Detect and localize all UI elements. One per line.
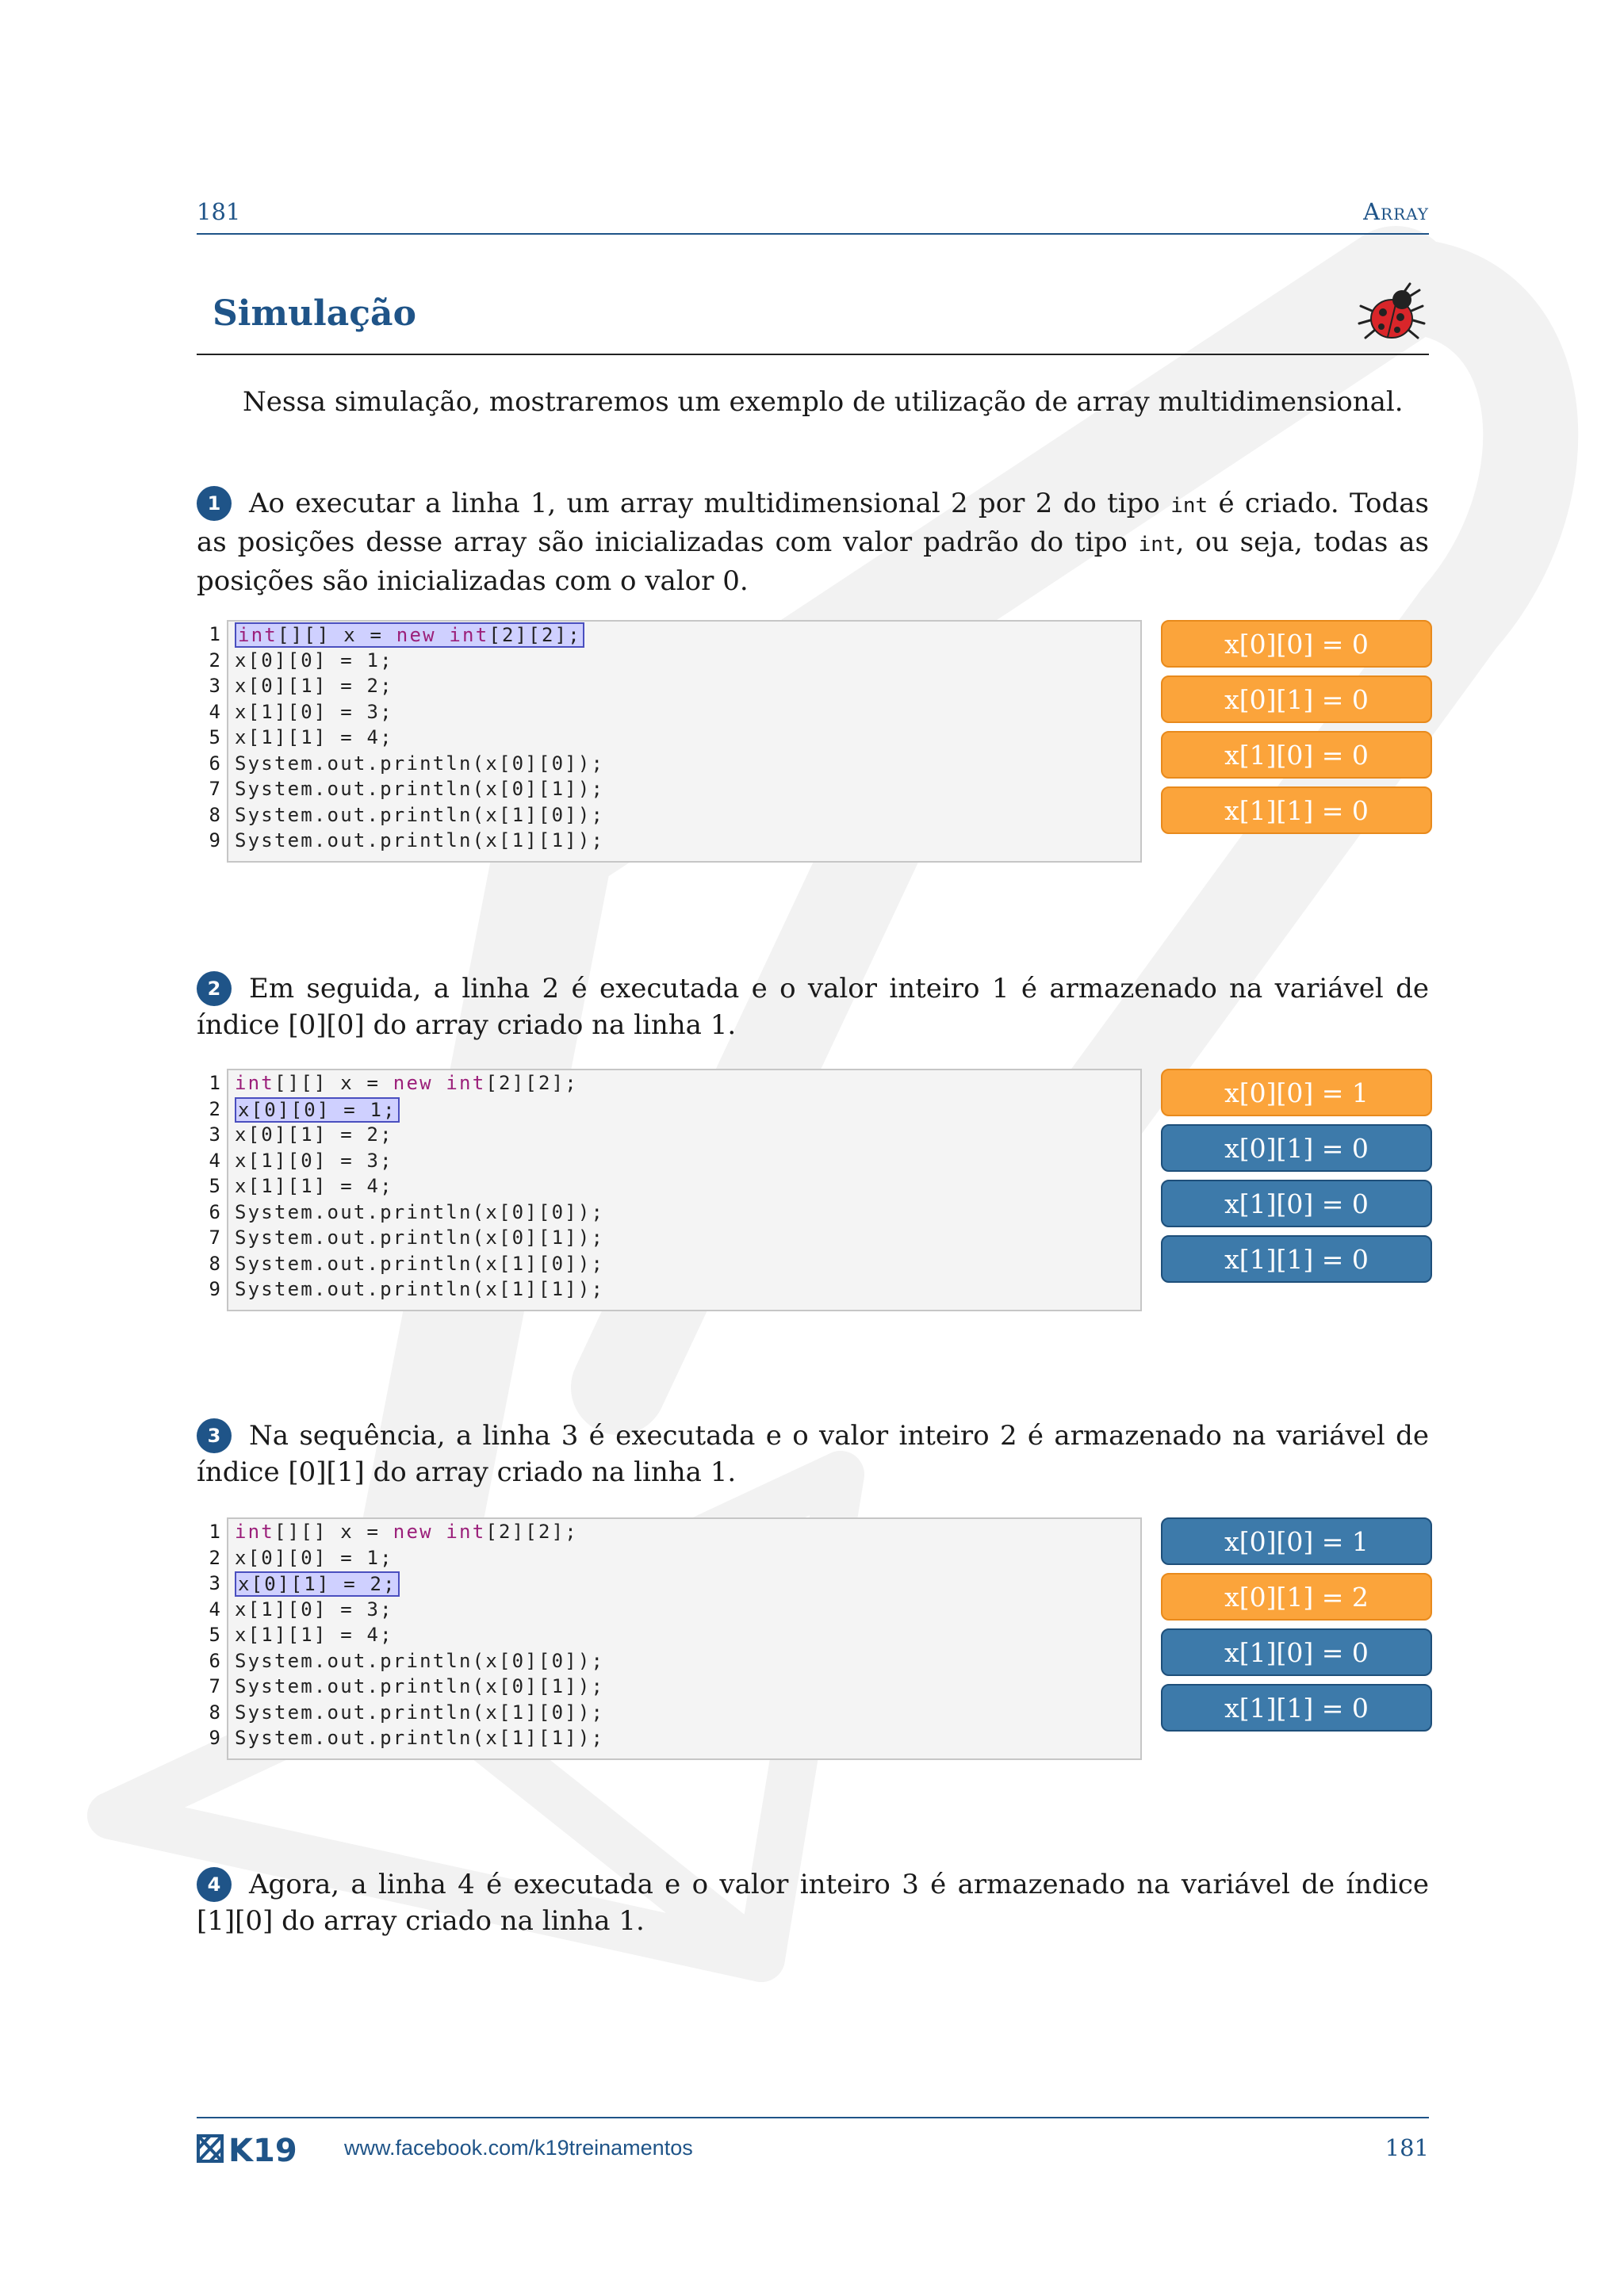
step-4-paragraph xyxy=(197,1866,1429,1939)
code-line: System.out.println(x[0][0]); xyxy=(235,1649,605,1672)
keyword-int: int xyxy=(446,1072,486,1094)
array-cell-0-0: x[0][0] = 0 xyxy=(1161,620,1432,668)
svg-text:K19: K19 xyxy=(228,2133,297,2164)
code-line: x[0][1] = 2; xyxy=(235,1123,393,1146)
step-1-text-a: Ao executar a linha 1, um array multidimensional 2 por 2 do tipo xyxy=(249,488,1171,519)
keyword-int: int xyxy=(235,1521,274,1543)
array-cell-1-0: x[1][0] = 0 xyxy=(1161,731,1432,779)
code-line: x[1][1] = 4; xyxy=(235,1175,393,1197)
line-number: 1 xyxy=(209,1521,220,1543)
code-fragment: [][] x = xyxy=(277,624,396,646)
ladybug-icon xyxy=(1358,279,1426,347)
keyword-int: int xyxy=(238,624,278,646)
code-line-1-highlighted xyxy=(235,622,584,648)
code-line xyxy=(235,1070,578,1096)
keyword-new: new xyxy=(393,1521,433,1543)
code-line: System.out.println(x[1][0]); xyxy=(235,803,605,826)
page-header xyxy=(197,197,1429,235)
line-number: 3 xyxy=(209,675,220,697)
line-number: 1 xyxy=(209,623,220,645)
line-numbers xyxy=(197,1519,220,1751)
array-cell-1-0: x[1][0] = 0 xyxy=(1161,1180,1432,1227)
line-number: 5 xyxy=(209,726,220,748)
code-line: x[1][0] = 3; xyxy=(235,1149,393,1172)
line-numbers xyxy=(197,1070,220,1303)
line-number: 8 xyxy=(209,803,220,826)
code-fragment: [2][2]; xyxy=(488,624,581,646)
array-cell-1-0: x[1][0] = 0 xyxy=(1161,1628,1432,1676)
intro-paragraph: Nessa simulação, mostraremos um exemplo de utilização de array multidimensional. xyxy=(243,386,1404,418)
code-line: x[1][0] = 3; xyxy=(235,700,393,723)
line-number: 6 xyxy=(209,752,220,775)
line-number: 7 xyxy=(209,1675,220,1697)
code-line: System.out.println(x[0][1]); xyxy=(235,778,605,800)
line-number: 2 xyxy=(209,649,220,672)
line-number: 4 xyxy=(209,1149,220,1172)
array-cell-0-1: x[0][1] = 2 xyxy=(1161,1573,1432,1621)
line-number: 9 xyxy=(209,1727,220,1749)
step-1-paragraph xyxy=(197,485,1429,599)
array-cell-1-1: x[1][1] = 0 xyxy=(1161,1684,1432,1732)
code-listing xyxy=(227,1069,1142,1311)
step-1-code-int-a: int xyxy=(1170,494,1208,518)
line-number: 4 xyxy=(209,700,220,723)
line-number: 9 xyxy=(209,1278,220,1300)
array-cell-0-0: x[0][0] = 1 xyxy=(1161,1069,1432,1116)
line-number: 8 xyxy=(209,1252,220,1275)
line-number: 1 xyxy=(209,1072,220,1094)
step-4-number-badge: 4 xyxy=(197,1867,232,1902)
keyword-int: int xyxy=(235,1072,274,1094)
line-number: 7 xyxy=(209,1226,220,1249)
code-line: System.out.println(x[0][0]); xyxy=(235,1200,605,1223)
code-line: x[1][1] = 4; xyxy=(235,726,393,748)
code-line: System.out.println(x[1][1]); xyxy=(235,1278,605,1300)
keyword-int: int xyxy=(446,1521,486,1543)
code-line: x[0][0] = 1; xyxy=(235,1546,393,1569)
step-1-text-c: , ou seja, todas as posições são inicializadas com o valor 0. xyxy=(197,526,1429,597)
code-line: System.out.println(x[0][1]); xyxy=(235,1675,605,1697)
code-line: System.out.println(x[1][1]); xyxy=(235,829,605,851)
line-number: 2 xyxy=(209,1097,220,1120)
line-numbers xyxy=(197,622,220,854)
line-number: 9 xyxy=(209,829,220,851)
code-line xyxy=(235,1519,578,1545)
section-header xyxy=(197,287,1429,355)
header-chapter-title: Array xyxy=(1363,198,1429,225)
code-line-2-highlighted: x[0][0] = 1; xyxy=(235,1097,400,1123)
section-title: Simulação xyxy=(213,293,416,334)
step-2-paragraph xyxy=(197,970,1429,1043)
code-line: System.out.println(x[0][1]); xyxy=(235,1226,605,1249)
code-line: System.out.println(x[1][1]); xyxy=(235,1727,605,1749)
code-line: System.out.println(x[0][0]); xyxy=(235,752,605,775)
footer-url-link[interactable]: www.facebook.com/k19treinamentos xyxy=(344,2136,693,2160)
keyword-new: new xyxy=(396,624,436,646)
array-cell-0-1: x[0][1] = 0 xyxy=(1161,675,1432,723)
line-number: 2 xyxy=(209,1546,220,1569)
line-number: 8 xyxy=(209,1701,220,1724)
code-line: System.out.println(x[1][0]); xyxy=(235,1252,605,1275)
code-fragment: [][] x = xyxy=(274,1521,393,1543)
step-1-number-badge: 1 xyxy=(197,486,232,521)
array-cell-1-1: x[1][1] = 0 xyxy=(1161,1235,1432,1283)
step-1-text-b: é criado. Todas as posições desse array são inicializadas com valor padrão do tipo xyxy=(197,488,1429,558)
line-number: 6 xyxy=(209,1649,220,1672)
line-number: 6 xyxy=(209,1200,220,1223)
array-cell-1-1: x[1][1] = 0 xyxy=(1161,786,1432,834)
code-line: x[0][0] = 1; xyxy=(235,649,393,672)
code-listing xyxy=(227,620,1142,863)
line-number: 3 xyxy=(209,1123,220,1146)
code-line-3-highlighted: x[0][1] = 2; xyxy=(235,1571,400,1597)
keyword-int: int xyxy=(449,624,489,646)
step-3-text: Na sequência, a linha 3 é executada e o valor inteiro 2 é armazenado na variável de índice [0][1] do array criado na linha 1. xyxy=(197,1420,1429,1488)
array-cell-0-1: x[0][1] = 0 xyxy=(1161,1124,1432,1172)
code-line: x[1][1] = 4; xyxy=(235,1624,393,1646)
code-listing xyxy=(227,1517,1142,1760)
step-3-number-badge: 3 xyxy=(197,1418,232,1453)
step-2-number-badge: 2 xyxy=(197,971,232,1006)
line-number: 4 xyxy=(209,1598,220,1621)
keyword-new: new xyxy=(393,1072,433,1094)
array-cell-0-0: x[0][0] = 1 xyxy=(1161,1517,1432,1565)
code-fragment: [2][2]; xyxy=(485,1072,578,1094)
code-line: x[0][1] = 2; xyxy=(235,675,393,697)
code-fragment: [][] x = xyxy=(274,1072,393,1094)
step-2-text: Em seguida, a linha 2 é executada e o valor inteiro 1 é armazenado na variável de índice [0][0] do array criado na linha 1. xyxy=(197,973,1429,1041)
step-1-code-int-b: int xyxy=(1138,533,1176,557)
code-line: System.out.println(x[1][0]); xyxy=(235,1701,605,1724)
header-page-number: 181 xyxy=(197,198,241,225)
code-line: x[1][0] = 3; xyxy=(235,1598,393,1621)
step-3-paragraph xyxy=(197,1418,1429,1490)
code-fragment: [2][2]; xyxy=(485,1521,578,1543)
page-footer xyxy=(197,2117,1429,2164)
line-number: 7 xyxy=(209,778,220,800)
line-number: 5 xyxy=(209,1175,220,1197)
step-4-text: Agora, a linha 4 é executada e o valor inteiro 3 é armazenado na variável de índice [1][0] do array criado na linha 1. xyxy=(197,1869,1429,1937)
line-number: 5 xyxy=(209,1624,220,1646)
k19-logo xyxy=(197,2133,317,2164)
footer-page-number: 181 xyxy=(1385,2134,1429,2161)
line-number: 3 xyxy=(209,1572,220,1594)
